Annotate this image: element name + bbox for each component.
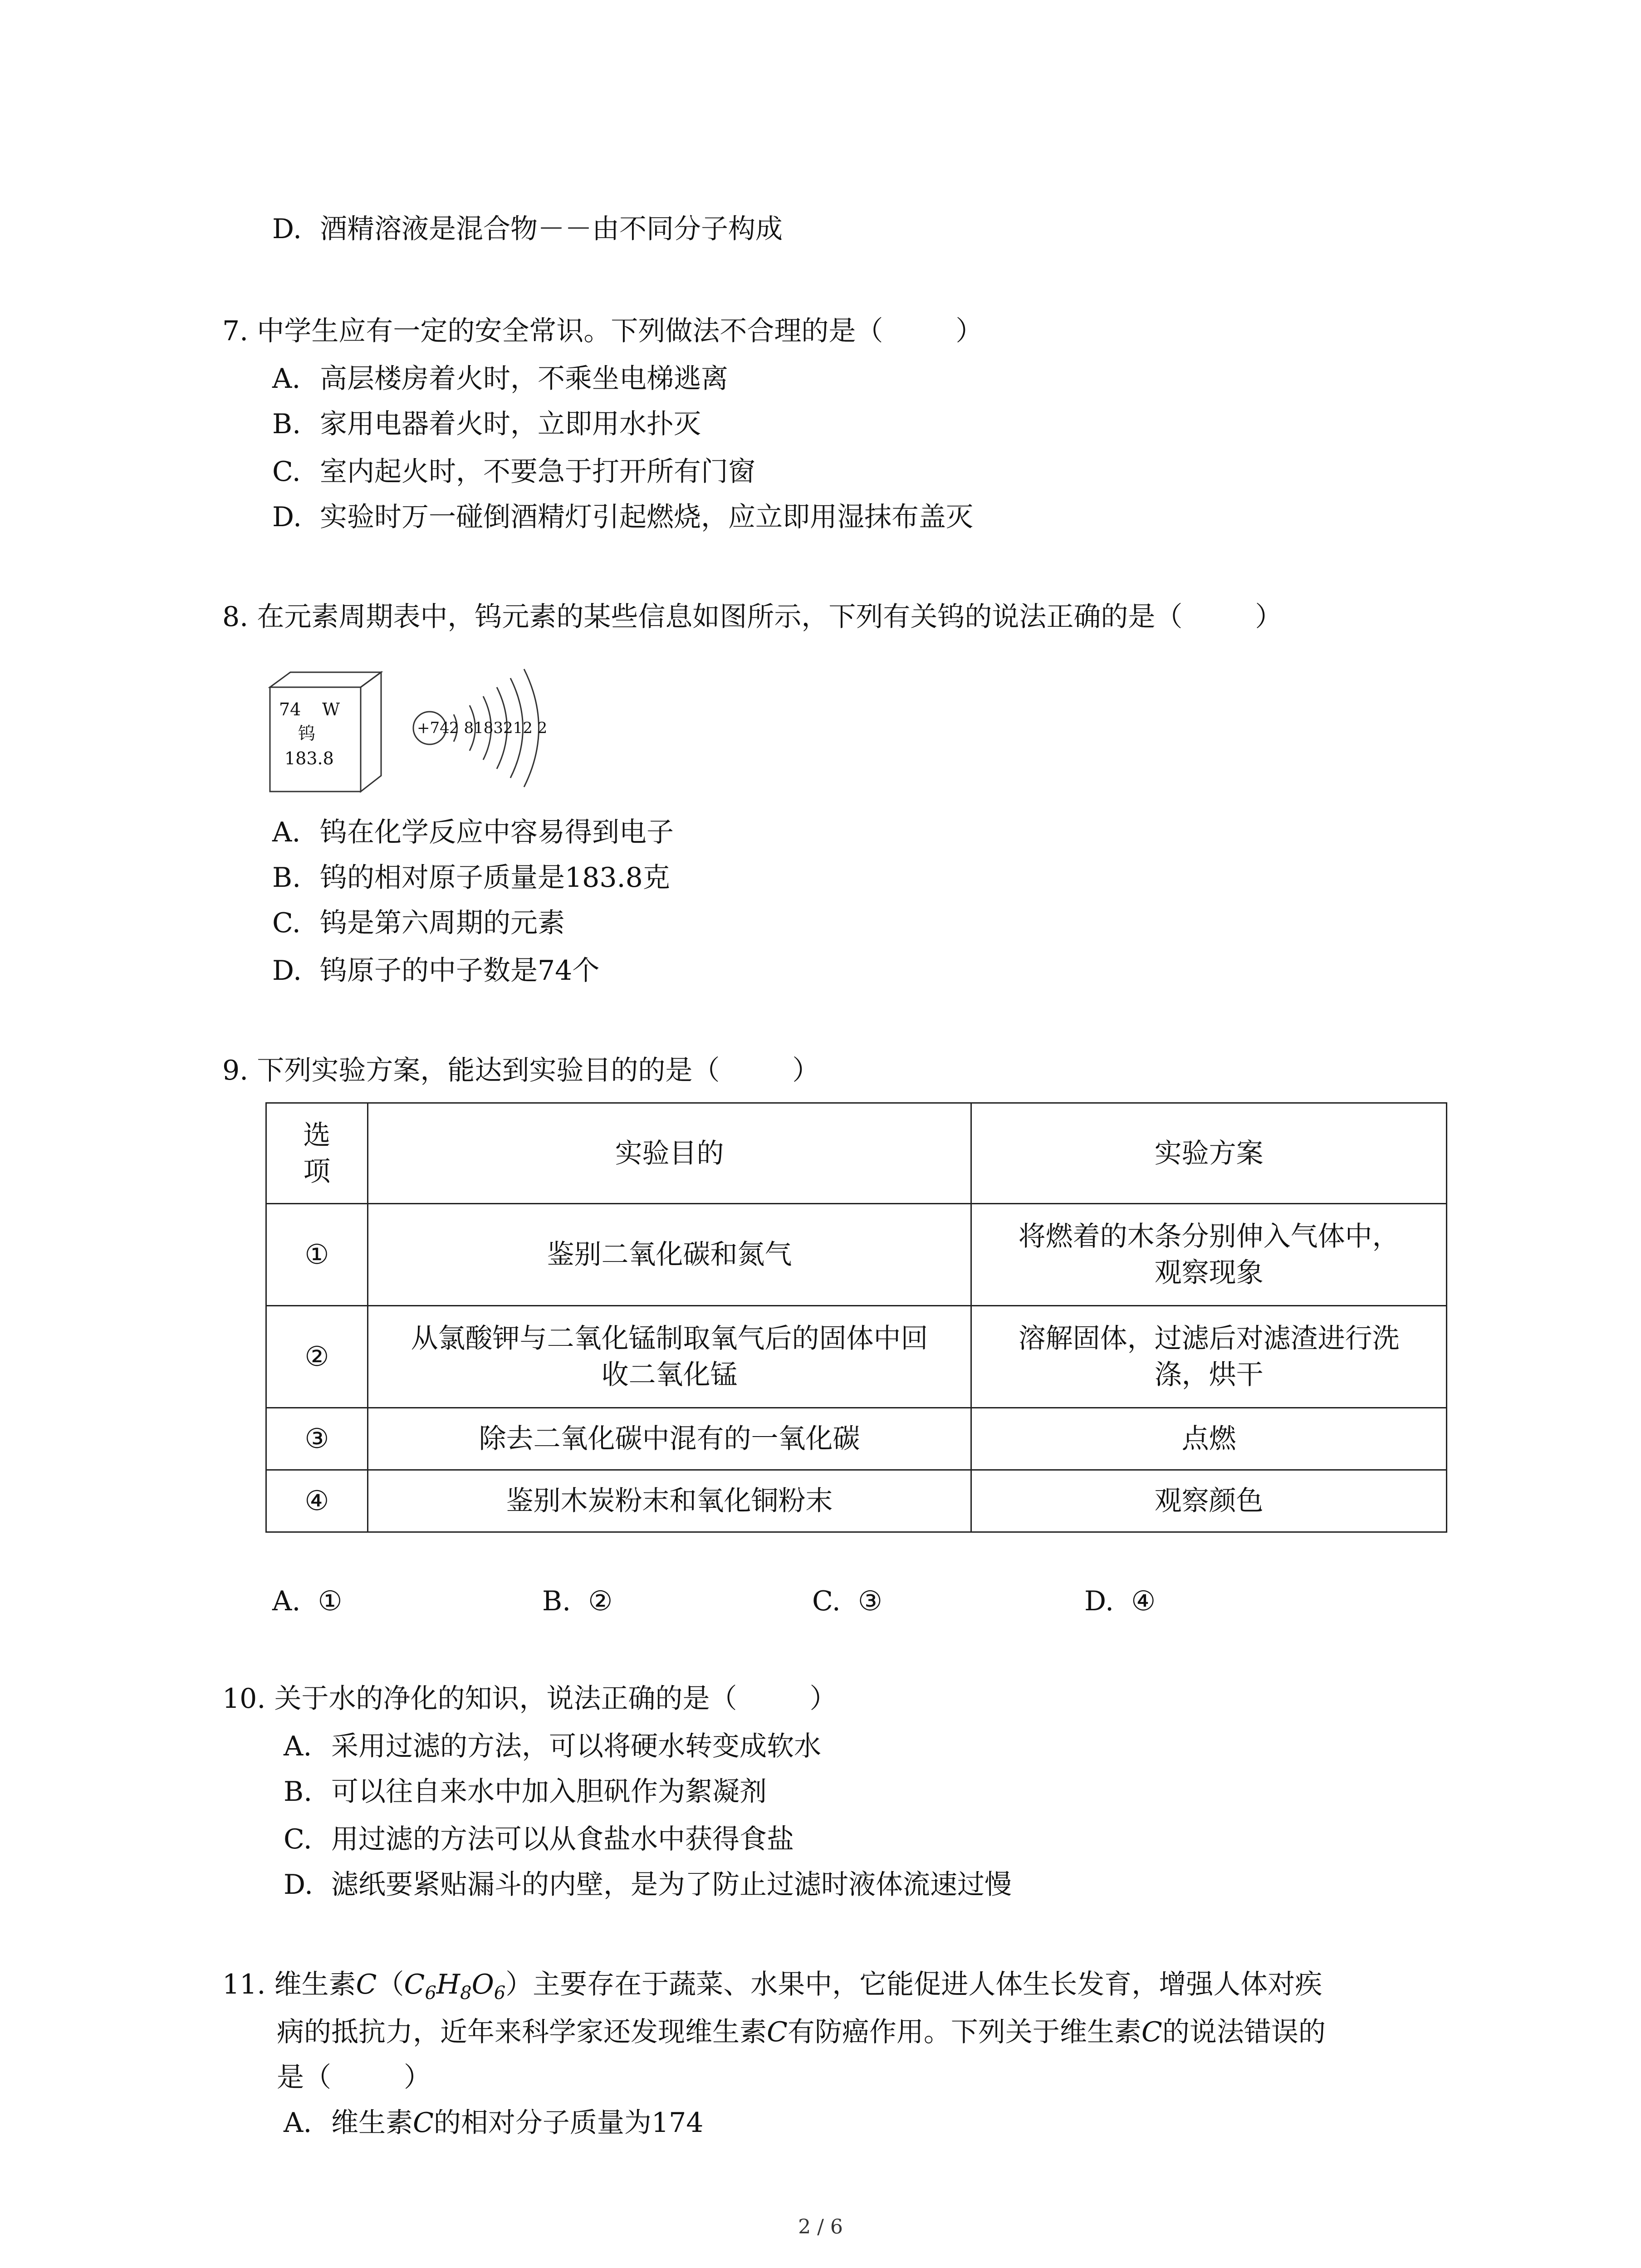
option-label: A. [272,816,301,848]
option-label: D. [272,955,302,987]
option-text: 钨的相对原子质量是183.8克 [320,862,670,894]
question-text: 7. 中学生应有一定的安全常识。下列做法不合理的是（ [222,315,883,347]
q10-option-b [284,1774,767,1810]
option-text: ② [588,1585,613,1617]
formula-h: H [436,1969,460,2000]
paren-close: ） [404,2062,431,2093]
option-label: A. [284,1730,312,1762]
vitamin-c-letter: C [767,2016,788,2048]
option-label: D. [284,1869,314,1901]
question-number: 11. [222,1969,266,2000]
row-plan: 溶解固体，过滤后对滤渣进行洗 涤，烘干 [971,1306,1447,1408]
q10-option-a [284,1728,821,1765]
atomic-mass: 183.8 [284,748,334,768]
question-text: 的说法错误的 [1162,2016,1326,2048]
table-row [266,1408,1447,1470]
formula-o: O [471,1969,494,2000]
row-plan: 将燃着的木条分别伸入气体中， 观察现象 [971,1204,1447,1306]
option-text: 高层楼房着火时，不乘坐电梯逃离 [320,363,728,395]
q9-stem [222,1052,819,1089]
formula-c-count: 6 [425,1983,436,2004]
option-text: ④ [1131,1585,1156,1617]
q11-option-a [284,2105,703,2141]
option-text: 钨在化学反应中容易得到电子 [320,816,674,848]
question-text: 有防癌作用。下列关于维生素 [787,2016,1141,2048]
option-text: 钨原子的中子数是74个 [320,955,600,987]
row-plan: 观察颜色 [971,1470,1447,1532]
row-option: ④ [266,1470,368,1532]
paren-close: ） [505,1969,533,2000]
q8-option-c [272,905,565,941]
header-purpose: 实验目的 [367,1103,971,1204]
table-row [266,1306,1447,1408]
option-text: 滤纸要紧贴漏斗的内壁，是为了防止过滤时液体流速过慢 [331,1869,1012,1901]
header-option: 选 项 [266,1103,368,1204]
question-text: 10. 关于水的净化的知识，说法正确的是（ [222,1683,737,1715]
formula-c: C [404,1969,425,2000]
option-label: C. [812,1585,841,1617]
vitamin-c-letter: C [413,2107,434,2139]
option-text: 实验时万一碰倒酒精灯引起燃烧，应立即用湿抹布盖灭 [320,501,973,533]
element-symbol: W [322,699,340,719]
q7-stem [222,313,983,349]
q7-option-d [272,499,973,535]
option-text: 可以往自来水中加入胆矾作为絮凝剂 [331,1776,767,1808]
option-text: 室内起火时，不要急于打开所有门窗 [320,456,755,488]
q7-option-c [272,454,755,490]
option-label: B. [272,862,301,894]
option-text: 采用过滤的方法，可以将硬水转变成软水 [331,1730,821,1762]
q10-option-d [284,1867,1012,1903]
table-header-row [266,1103,1447,1204]
option-text: 钨是第六周期的元素 [320,907,565,939]
formula-h-count: 8 [460,1983,472,2004]
table-row [266,1204,1447,1306]
question-text: 维生素 [274,1969,356,2000]
q8-option-a [272,814,674,850]
option-text: 酒精溶液是混合物－－由不同分子构成 [320,213,783,245]
q9-answer-d [1084,1583,1156,1619]
row-purpose: 从氯酸钾与二氧化锰制取氧气后的固体中回 收二氧化锰 [367,1306,971,1408]
q11-stem-line-3 [277,2059,431,2096]
q10-stem [222,1681,837,1717]
paren-close: ） [955,315,983,347]
q8-option-d [272,953,599,989]
formula-o-count: 6 [494,1983,506,2004]
q7-option-b [272,406,701,442]
vitamin-c-letter: C [356,1969,377,2000]
header-plan: 实验方案 [971,1103,1447,1204]
atomic-number: 74 [279,699,301,719]
paren-open: （ [377,1969,404,2000]
row-option: ① [266,1204,368,1306]
nuclear-charge: +74 [417,719,450,737]
option-label: C. [272,907,301,939]
vitamin-c-letter: C [1141,2016,1162,2048]
experiment-table [265,1102,1447,1533]
option-text: 的相对分子质量为174 [433,2107,704,2139]
q11-stem-line-2 [277,2014,1326,2050]
row-option: ③ [266,1408,368,1470]
option-label: A. [272,1585,301,1617]
row-plan: 点燃 [971,1408,1447,1470]
element-name: 钨 [298,723,316,743]
row-purpose: 鉴别二氧化碳和氮气 [367,1204,971,1306]
page-number: 2 / 6 [798,2215,843,2239]
q9-answer-b [542,1583,612,1619]
q9-answer-c [812,1583,882,1619]
chemical-formula [404,1969,506,2004]
row-option: ② [266,1306,368,1408]
option-label: D. [1084,1585,1114,1617]
q7-option-a [272,361,728,397]
option-text: 家用电器着火时，立即用水扑灭 [320,408,701,440]
paren-close: ） [1255,601,1283,633]
option-label: C. [272,456,301,488]
cube-side [361,672,381,792]
question-text: 9. 下列实验方案，能达到实验目的的是（ [222,1055,720,1086]
tungsten-element-figure [265,667,583,816]
question-text: 病的抵抗力，近年来科学家还发现维生素 [277,2016,767,2048]
option-label: C. [284,1823,312,1855]
option-text: ① [318,1585,343,1617]
q10-option-c [284,1821,794,1857]
option-label: A. [284,2107,312,2139]
question-text: 主要存在于蔬菜、水果中，它能促进人体生长发育，增强人体对疾 [533,1969,1323,2000]
shell-electrons: 2 8183212 2 [449,719,548,737]
option-label: B. [272,408,301,440]
paren-close: ） [792,1055,820,1086]
option-text: ③ [858,1585,882,1617]
option-text: 用过滤的方法可以从食盐水中获得食盐 [331,1823,794,1855]
option-label: B. [542,1585,571,1617]
option-label: D. [272,501,302,533]
paren-close: ） [809,1683,837,1715]
option-label: A. [272,363,301,395]
question-text: 8. 在元素周期表中，钨元素的某些信息如图所示，下列有关钨的说法正确的是（ [222,601,1183,633]
q9-answer-a [272,1583,342,1619]
q8-stem [222,599,1282,635]
q8-option-b [272,860,670,896]
option-label: B. [284,1776,313,1808]
option-label: D. [272,213,302,245]
table-row [266,1470,1447,1532]
question-text: 是（ [277,2062,331,2093]
q11-stem-line-1 [222,1966,1322,2003]
option-text: 维生素 [331,2107,413,2139]
row-purpose: 鉴别木炭粉末和氧化铜粉末 [367,1470,971,1532]
row-purpose: 除去二氧化碳中混有的一氧化碳 [367,1408,971,1470]
q6-option-d [272,211,783,247]
